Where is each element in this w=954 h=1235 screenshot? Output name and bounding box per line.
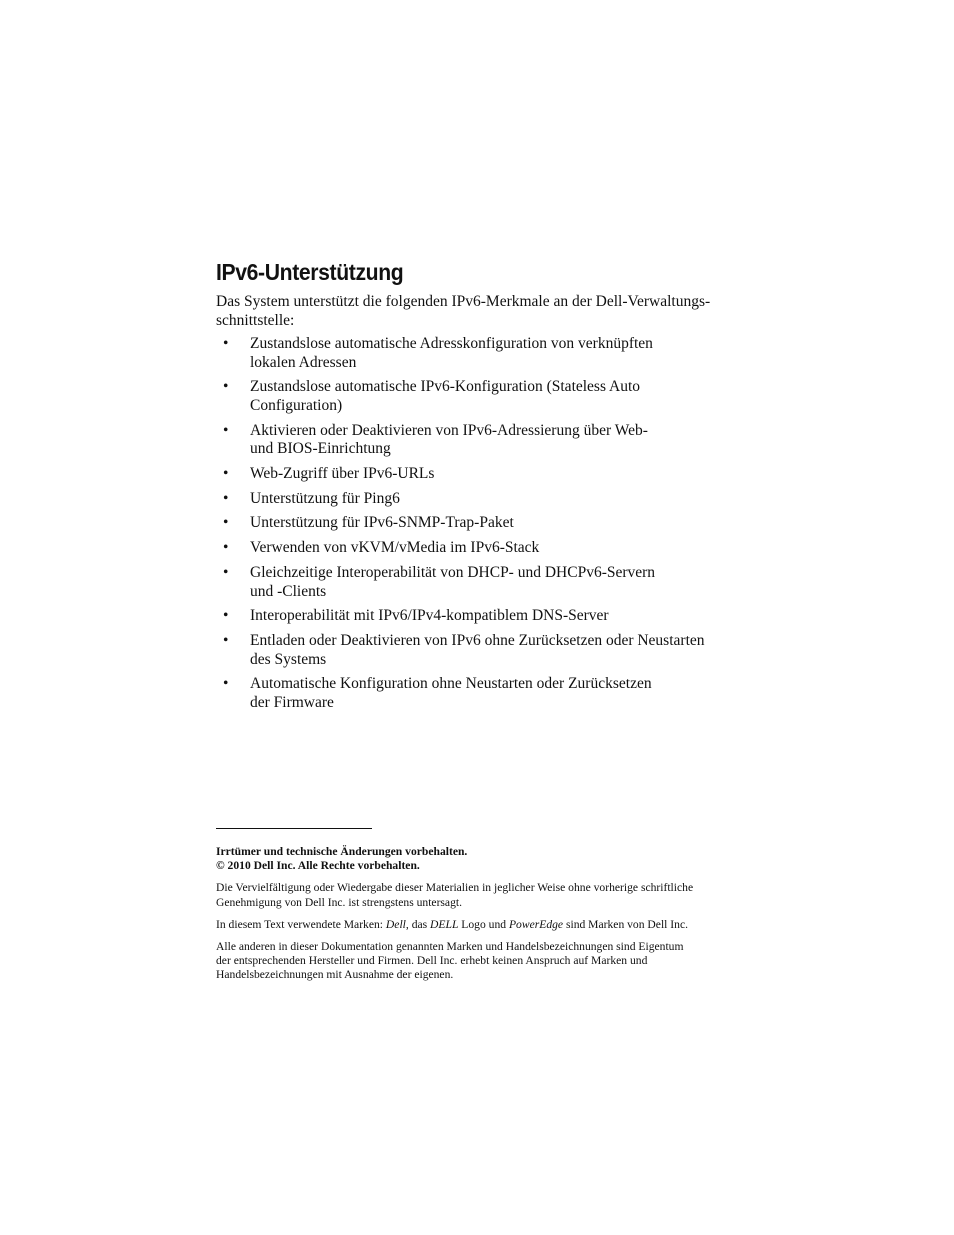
bullet-icon: •	[223, 489, 229, 507]
trademark-mid-1: , das	[405, 917, 431, 931]
reproduction-notice	[216, 881, 736, 909]
trademark-dell: Dell	[385, 917, 406, 931]
change-notice	[216, 845, 736, 873]
list-item-line: Verwenden von vKVM/vMedia im IPv6-Stack	[250, 539, 540, 557]
bullet-icon: •	[223, 675, 229, 693]
list-item	[216, 514, 736, 533]
list-item	[216, 465, 736, 484]
bullet-icon: •	[223, 335, 229, 352]
bullet-icon: •	[223, 607, 229, 625]
bullet-icon: •	[223, 564, 229, 582]
bullet-icon: •	[223, 421, 229, 439]
reproduction-line-1: Die Vervielfältigung oder Wiedergabe dieser Materialien in jeglicher Weise ohne vorherige schriftliche	[216, 881, 694, 895]
list-item-line: lokalen Adressen	[250, 353, 357, 371]
intro-paragraph	[216, 293, 731, 330]
list-item	[216, 335, 736, 372]
list-item-line: Configuration)	[250, 396, 343, 414]
bullet-icon: •	[223, 464, 229, 482]
trademark-notice	[216, 918, 736, 932]
trademark-poweredge: PowerEdge	[508, 917, 564, 931]
list-item-line: des Systems	[250, 650, 327, 668]
change-notice-line-1: Irrtümer und technische Änderungen vorbehalten.	[216, 845, 468, 858]
legal-notice	[216, 845, 736, 991]
list-item	[216, 607, 736, 626]
intro-line-2: schnittstelle:	[216, 311, 295, 329]
trademark-prefix: In diesem Text verwendete Marken:	[216, 917, 386, 931]
list-item-line: Unterstützung für IPv6-SNMP-Trap-Paket	[250, 514, 514, 532]
bullet-icon: •	[223, 378, 229, 396]
list-item-line: und -Clients	[250, 582, 327, 600]
footnote-divider	[216, 828, 372, 829]
other-trademarks-line-1: Alle anderen in dieser Dokumentation genannten Marken und Handelsbezeichnungen sind Eigentum	[216, 940, 684, 954]
list-item	[216, 675, 736, 712]
list-item	[216, 490, 736, 509]
list-item-line: Gleichzeitige Interoperabilität von DHCP- und DHCPv6-Servern	[250, 564, 656, 582]
other-trademarks-notice	[216, 940, 736, 983]
trademark-suffix: sind Marken von Dell Inc.	[563, 917, 688, 931]
bullet-icon: •	[223, 632, 229, 650]
other-trademarks-line-3: Handelsbezeichnungen mit Ausnahme der eigenen.	[216, 968, 454, 982]
list-item	[216, 539, 736, 558]
list-item-line: und BIOS-Einrichtung	[250, 440, 391, 458]
reproduction-line-2: Genehmigung von Dell Inc. ist strengstens untersagt.	[216, 895, 462, 909]
list-item-line: Web-Zugriff über IPv6-URLs	[250, 464, 435, 482]
copyright-line: © 2010 Dell Inc. Alle Rechte vorbehalten.	[216, 859, 420, 873]
list-item-line: Automatische Konfiguration ohne Neustarten oder Zurücksetzen	[250, 675, 652, 693]
section-heading: IPv6-Unterstützung	[216, 259, 404, 285]
list-item	[216, 632, 736, 669]
list-item-line: Zustandslose automatische Adresskonfiguration von verknüpften	[250, 335, 653, 352]
bullet-icon: •	[223, 539, 229, 557]
list-item-line: Unterstützung für Ping6	[250, 489, 400, 507]
intro-line-1: Das System unterstützt die folgenden IPv6-Merkmale an der Dell-Verwaltungs-	[216, 293, 711, 310]
list-item-line: der Firmware	[250, 693, 334, 711]
feature-list	[216, 335, 736, 712]
list-item-line: Aktivieren oder Deaktivieren von IPv6-Adressierung über Web-	[250, 421, 648, 439]
trademark-dell-logo: DELL	[430, 917, 459, 931]
list-item-line: Interoperabilität mit IPv6/IPv4-kompatiblem DNS-Server	[250, 607, 609, 625]
ipv6-section	[216, 258, 736, 719]
list-item	[216, 422, 736, 459]
bullet-icon: •	[223, 514, 229, 532]
list-item	[216, 564, 736, 601]
list-item-line: Zustandslose automatische IPv6-Konfiguration (Stateless Auto	[250, 378, 641, 396]
other-trademarks-line-2: der entsprechenden Hersteller und Firmen. Dell Inc. erhebt keinen Anspruch auf Marken und	[216, 954, 648, 968]
trademark-mid-2: Logo und	[458, 917, 509, 931]
list-item	[216, 378, 736, 415]
list-item-line: Entladen oder Deaktivieren von IPv6 ohne Zurücksetzen oder Neustarten	[250, 632, 705, 650]
